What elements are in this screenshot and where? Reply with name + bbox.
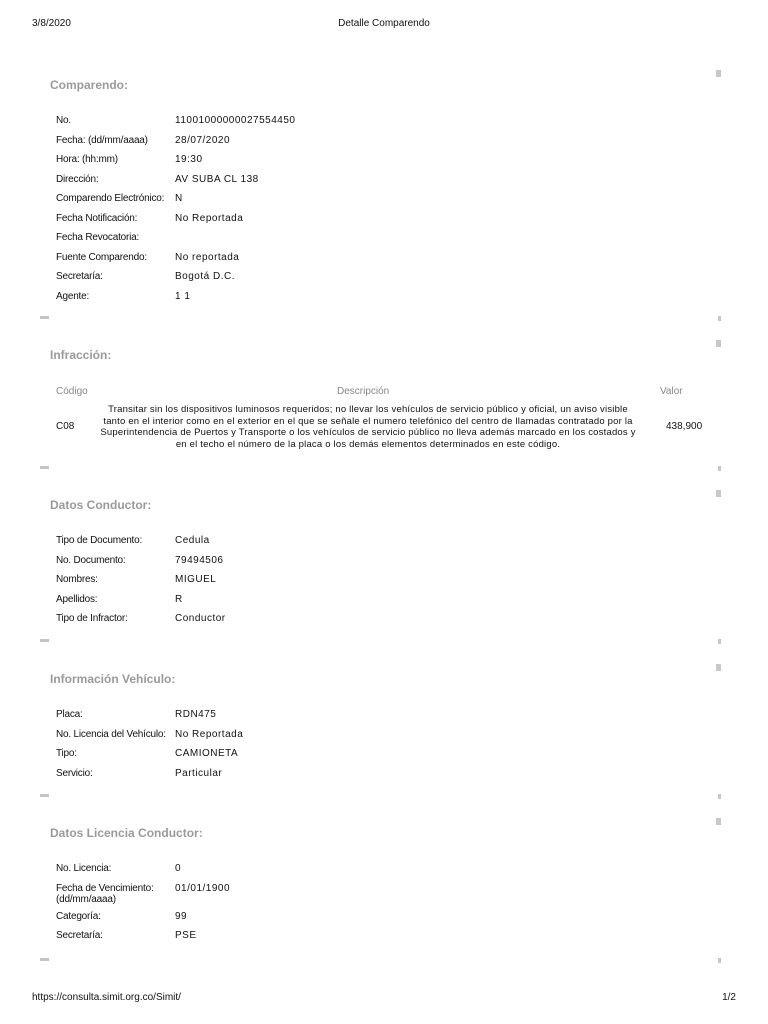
- detail-row: [56, 707, 696, 727]
- section-title-comparendo: Comparendo:: [50, 78, 128, 92]
- field-label: Fuente Comparendo:: [56, 251, 147, 263]
- field-label: Tipo:: [56, 748, 77, 759]
- field-value: Particular: [175, 767, 223, 779]
- field-label: Fecha Notificación:: [56, 212, 138, 224]
- field-value: 11001000000027554450: [175, 115, 296, 126]
- field-label: No.: [56, 115, 71, 126]
- field-label: Categoría:: [56, 910, 101, 922]
- detail-row: [56, 289, 696, 309]
- field-value: No reportada: [175, 251, 240, 263]
- section-end-mark: [40, 316, 49, 319]
- page-title: Detalle Comparendo: [338, 18, 430, 29]
- field-value: 19:30: [175, 154, 203, 165]
- field-value: AV SUBA CL 138: [175, 173, 259, 185]
- corner-mark: [716, 340, 721, 347]
- detail-row: [56, 269, 696, 289]
- field-label: Dirección:: [56, 173, 99, 185]
- field-value: 1 1: [175, 290, 191, 302]
- field-label: Tipo de Infractor:: [56, 613, 128, 624]
- print-date: 3/8/2020: [32, 18, 71, 29]
- field-label: Tipo de Documento:: [56, 535, 143, 546]
- field-value: N: [175, 193, 183, 204]
- field-value: CAMIONETA: [175, 748, 239, 759]
- infraction-description: Transitar sin los dispositivos luminosos requeridos; no llevar los vehículos de servicio público y oficial, un aviso visible tanto en el interior como en el exterior en el que se señale el numero telefónico del centro de llamadas contratado por la Superintendencia de Puertos y Transporte o los vehículos de servicio público no lleva además marcado en los costados y en el techo el número de la placa o los demás elementos determinados en este código.: [100, 404, 636, 450]
- detail-row: [56, 191, 696, 211]
- detail-row: [56, 172, 696, 192]
- section-title-vehiculo: Información Vehículo:: [50, 672, 176, 686]
- field-label: Placa:: [56, 709, 83, 720]
- licencia-details: [56, 861, 696, 948]
- detail-row: [56, 533, 696, 553]
- field-label: No. Licencia del Vehículo:: [56, 728, 166, 740]
- corner-mark: [716, 490, 721, 497]
- section-end-mark: [40, 958, 49, 961]
- field-value: R: [175, 593, 183, 605]
- corner-mark: [718, 316, 721, 321]
- corner-mark: [718, 794, 721, 799]
- section-title-licencia: Datos Licencia Conductor:: [50, 826, 203, 840]
- field-value: 0: [175, 863, 182, 874]
- field-value: No Reportada: [175, 212, 244, 224]
- column-header-descripcion: Descripción: [337, 386, 390, 397]
- field-label: Fecha de Vencimiento: (dd/mm/aaaa): [56, 882, 154, 905]
- field-label: Servicio:: [56, 767, 93, 779]
- corner-mark: [716, 818, 721, 825]
- detail-row: [56, 152, 696, 172]
- page-header: [0, 18, 768, 32]
- field-value: No Reportada: [175, 728, 244, 740]
- detail-row: [56, 928, 696, 948]
- field-value: 79494506: [175, 554, 224, 566]
- field-label: Apellidos:: [56, 593, 98, 605]
- detail-row: [56, 881, 696, 909]
- detail-row: [56, 230, 696, 250]
- section-end-mark: [40, 466, 49, 469]
- field-label: Hora: (hh:mm): [56, 154, 118, 165]
- field-value: Cedula: [175, 535, 210, 546]
- section-title-conductor: Datos Conductor:: [50, 498, 152, 512]
- detail-row: [56, 572, 696, 592]
- detail-row: [56, 133, 696, 153]
- detail-row: [56, 113, 696, 133]
- field-label: Comparendo Electrónico:: [56, 193, 165, 204]
- field-value: 28/07/2020: [175, 134, 231, 146]
- comparendo-details: [56, 113, 696, 308]
- field-label: No. Documento:: [56, 554, 126, 566]
- field-label: Secretaría:: [56, 271, 103, 282]
- corner-mark: [718, 466, 721, 471]
- field-label: No. Licencia:: [56, 863, 112, 874]
- detail-row: [56, 211, 696, 231]
- column-header-valor: Valor: [660, 386, 683, 397]
- section-end-mark: [40, 794, 49, 797]
- corner-mark: [718, 639, 721, 644]
- detail-row: [56, 909, 696, 929]
- field-label: Fecha: (dd/mm/aaaa): [56, 134, 148, 146]
- corner-mark: [716, 70, 721, 77]
- corner-mark: [718, 958, 721, 963]
- corner-mark: [716, 664, 721, 671]
- conductor-details: [56, 533, 696, 631]
- detail-row: [56, 553, 696, 573]
- field-label: Nombres:: [56, 574, 98, 585]
- field-label: Fecha Revocatoria:: [56, 232, 140, 243]
- section-title-infraccion: Infracción:: [50, 348, 112, 362]
- field-value: MIGUEL: [175, 574, 217, 585]
- field-value: PSE: [175, 930, 197, 941]
- detail-row: [56, 250, 696, 270]
- detail-row: [56, 746, 696, 766]
- page-number: 1/2: [722, 992, 736, 1003]
- field-value: Conductor: [175, 613, 226, 624]
- vehiculo-details: [56, 707, 696, 785]
- field-value: 99: [175, 910, 188, 922]
- detail-row: [56, 611, 696, 631]
- column-header-codigo: Código: [56, 386, 88, 397]
- section-end-mark: [40, 639, 49, 642]
- detail-row: [56, 592, 696, 612]
- detail-row: [56, 727, 696, 747]
- field-label: Agente:: [56, 290, 90, 302]
- source-url: https://consulta.simit.org.co/Simit/: [32, 992, 181, 1003]
- detail-row: [56, 766, 696, 786]
- infraction-value: 438,900: [666, 421, 703, 432]
- field-value: 01/01/1900: [175, 882, 231, 894]
- detail-row: [56, 861, 696, 881]
- field-value: RDN475: [175, 709, 217, 720]
- infraction-code: C08: [56, 421, 75, 432]
- field-label: Secretaría:: [56, 930, 103, 941]
- field-value: Bogotá D.C.: [175, 271, 235, 282]
